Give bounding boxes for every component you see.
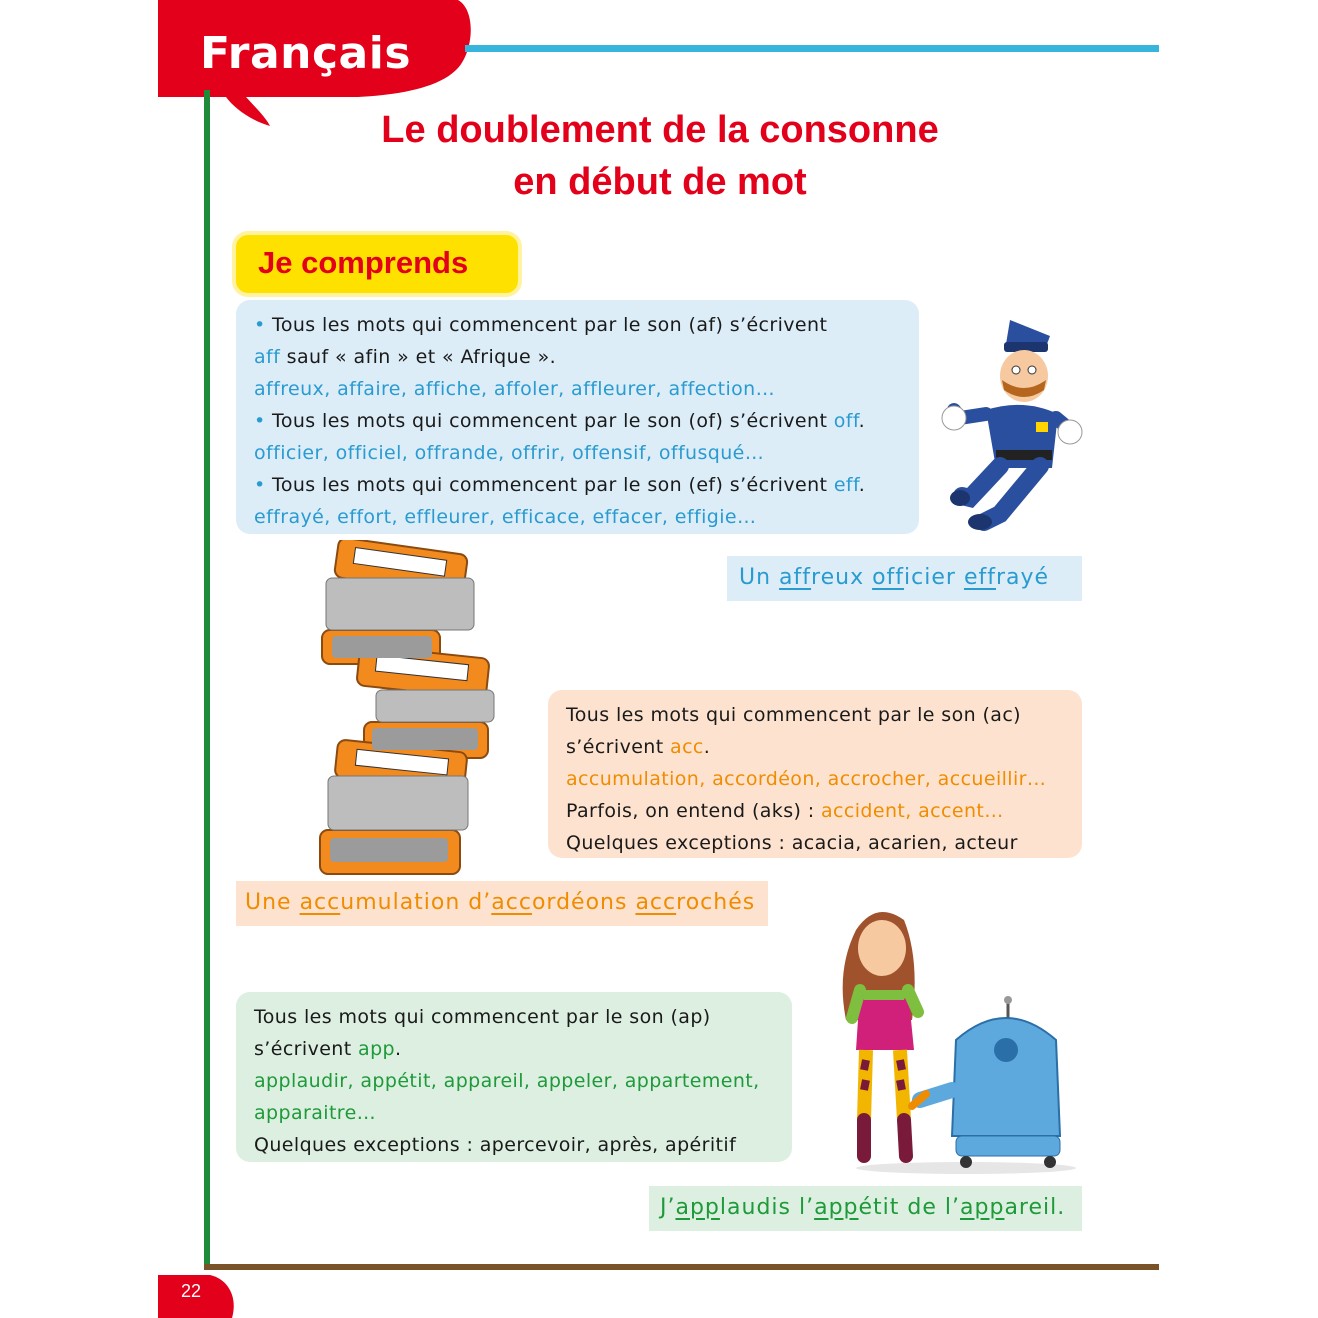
bullet: •: [254, 410, 273, 432]
exceptions-ap: Quelques exceptions : apercevoir, après, apéritif: [254, 1134, 737, 1156]
bottom-rule: [204, 1264, 1159, 1270]
rule-aks-line: Parfois, on entend (aks) :: [566, 800, 821, 822]
rule-ap-line2: s’écrivent: [254, 1038, 359, 1060]
rule-af-line1: Tous les mots qui commencent par le son (af) s’écrivent: [272, 314, 828, 336]
example-phrase-ap: J’applaudis l’appétit de l’appareil.: [649, 1186, 1082, 1231]
example-words-af: affreux, affaire, affiche, affoler, affleurer, affection…: [254, 378, 775, 400]
section-label: [236, 235, 518, 293]
prefix-aff: aff: [254, 346, 281, 368]
lesson-title: [240, 104, 1080, 208]
rule-of-end: .: [858, 410, 866, 432]
prefix-app: app: [358, 1038, 395, 1060]
rule-line: [566, 795, 1066, 827]
example-words-of: officier, officiel, offrande, offrir, offensif, offusqué…: [254, 442, 765, 464]
police-officer-illustration: [940, 318, 1085, 533]
rule-line: [254, 469, 903, 501]
rule-line: [254, 405, 903, 437]
example-words-ac: accumulation, accordéon, accrocher, accueillir…: [566, 768, 1047, 790]
rule-af-line2: sauf « afin » et « Afrique ».: [280, 346, 557, 368]
rule-box-ap: [236, 992, 792, 1162]
example-phrase-af: Un affreux officier effrayé: [727, 556, 1082, 601]
rule-ef-line: Tous les mots qui commencent par le son (ef) s’écrivent: [272, 474, 834, 496]
example-words-ap: applaudir, appétit, appareil, appeler, appartement,: [254, 1070, 760, 1092]
lesson-title-line1: Le doublement de la consonne: [381, 109, 939, 151]
bullet: •: [254, 474, 273, 496]
rule-ef-end: .: [858, 474, 866, 496]
rule-ap-end: .: [395, 1038, 402, 1060]
exceptions-ac: Quelques exceptions : acacia, acarien, acteur: [566, 832, 1018, 854]
example-words-ap-cont: apparaitre…: [254, 1102, 377, 1124]
prefix-off: off: [833, 410, 859, 432]
rule-of-line: Tous les mots qui commencent par le son (of) s’écrivent: [272, 410, 834, 432]
rule-box-af-of-ef: [236, 300, 919, 534]
rule-ac-end: .: [703, 736, 711, 758]
subject-title: Français: [200, 28, 412, 79]
rule-line: [566, 731, 1066, 763]
page-number: 22: [180, 1281, 202, 1301]
prefix-acc: acc: [670, 736, 704, 758]
example-words-ef: effrayé, effort, effleurer, efficace, effacer, effigie…: [254, 506, 757, 528]
accordion-stack-illustration: [316, 540, 502, 880]
example-words-aks: accident, accent…: [821, 800, 1004, 822]
section-label-text: Je comprends: [258, 245, 469, 280]
rule-ac-line1: Tous les mots qui commencent par le son (ac): [566, 704, 1021, 726]
lesson-title-line2: en début de mot: [513, 161, 807, 203]
rule-box-ac: [548, 690, 1082, 858]
girl-and-robot-illustration: [816, 900, 1078, 1178]
prefix-eff: eff: [833, 474, 859, 496]
left-margin-rule: [204, 90, 210, 1270]
rule-line: [254, 341, 903, 373]
example-phrase-ac: Une accumulation d’accordéons accrochés: [236, 881, 768, 926]
rule-ap-line1: Tous les mots qui commencent par le son (ap): [254, 1006, 711, 1028]
rule-ac-line2: s’écrivent: [566, 736, 671, 758]
top-rule: [465, 45, 1159, 52]
rule-line: • Tous les mots qui commencent par le son (af) s’écrivent: [254, 314, 828, 336]
rule-line: [254, 1033, 776, 1065]
